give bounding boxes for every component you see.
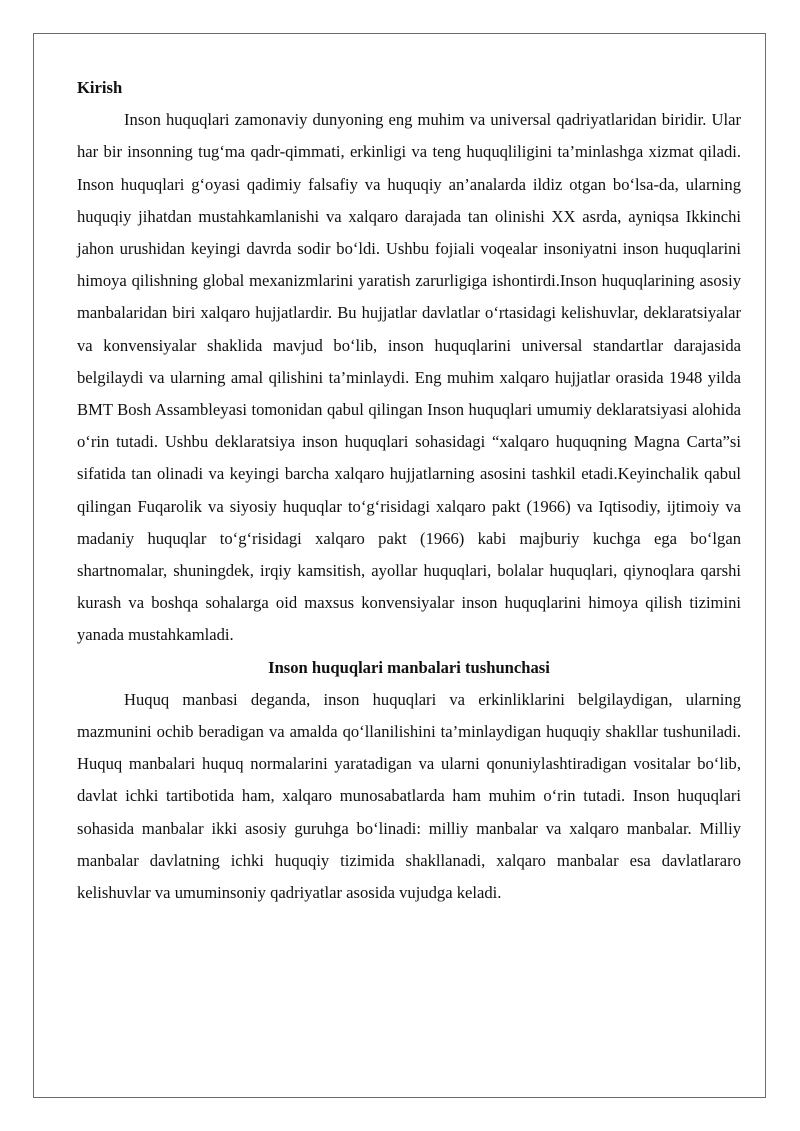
section-heading: Inson huquqlari manbalari tushunchasi	[268, 657, 550, 677]
intro-paragraph: Inson huquqlari zamonaviy dunyoning eng muhim va universal qadriyatlaridan biridir. Ular har bir insonning tug‘ma qadr-qimmati, erkinligi va teng huquqliligini ta’minlashga xizmat qiladi. Inson huquqlari g‘oyasi qadimiy falsafiy va huquqiy an’analarda ildiz otgan bo‘lsa-da, ularning huquqiy jihatdan mustahkamlanishi va xalqaro darajada tan olinishi XX asrda, ayniqsa Ikkinchi jahon urushidan keyingi davrda sodir bo‘ldi. Ushbu fojiali voqealar insoniyatni inson huquqlarini himoya qilishning global mexanizmlarini yaratish zarurligiga ishontirdi.Inson huquqlarining asosiy manbalaridan biri xalqaro hujjatlardir. Bu hujjatlar davlatlar o‘rtasidagi kelishuvlar, deklaratsiyalar va konvensiyalar shaklida mavjud bo‘lib, inson huquqlarini universal standartlar darajasida belgilaydi va ularning amal qilishini ta’minlaydi. Eng muhim xalqaro hujjatlar orasida 1948 yilda BMT Bosh Assambleyasi tomonidan qabul qilingan Inson huquqlari umumiy deklaratsiyasi alohida o‘rin tutadi. Ushbu deklaratsiya inson huquqlari sohasidagi “xalqaro huquqning Magna Carta”si sifatida tan olinadi va keyingi barcha xalqaro hujjatlarning asosini tashkil etadi.Keyinchalik qabul qilingan Fuqarolik va siyosiy huquqlar to‘g‘risidagi xalqaro pakt (1966) va Iqtisodiy, ijtimoiy va madaniy huquqlar to‘g‘risidagi xalqaro pakt (1966) kabi majburiy kuchga ega bo‘lgan shartnomalar, shuningdek, irqiy kamsitish, ayollar huquqlari, bolalar huquqlari, qiynoqlara qarshi kurash va boshqa sohalarga oid maxsus konvensiyalar inson huquqlarini himoya qilish tizimini yanada mustahkamladi.	[77, 110, 741, 645]
intro-heading: Kirish	[77, 78, 123, 97]
section-paragraph: Huquq manbasi deganda, inson huquqlari va erkinliklarini belgilaydigan, ularning mazmunini ochib beradigan va amalda qo‘llanilishini ta’minlaydigan huquqiy shakllar tushuniladi. Huquq manbalari huquq normalarini yaratadigan va ularni qonuniylashtiradigan vositalar bo‘lib, davlat ichki tartibotida ham, xalqaro munosabatlarda ham muhim o‘rin tutadi. Inson huquqlari sohasida manbalar ikki asosiy guruhga bo‘linadi: milliy manbalar va xalqaro manbalar. Milliy manbalar davlatning ichki huquqiy tizimida shakllanadi, xalqaro manbalar esa davlatlararo kelishuvlar va umuminsoniy qadriyatlar asosida vujudga keladi.	[77, 689, 741, 903]
document-body	[77, 72, 741, 909]
